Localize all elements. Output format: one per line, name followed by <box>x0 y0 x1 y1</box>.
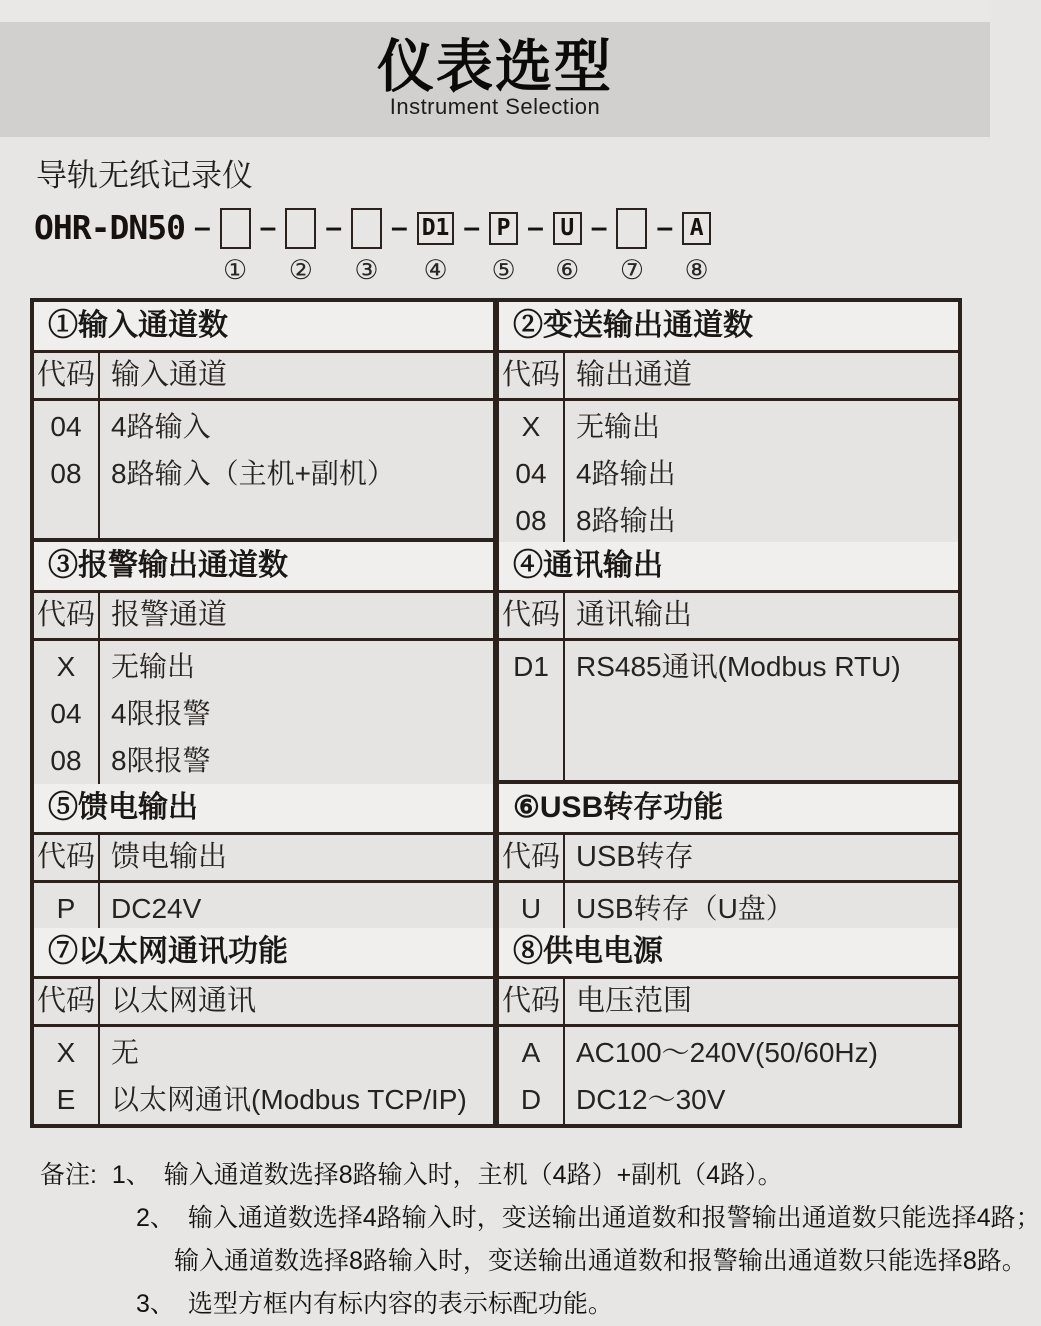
code-header-cell: 代码 <box>499 353 565 398</box>
code-cell: X <box>56 651 76 682</box>
section-body <box>499 1027 958 1124</box>
dash-separator: – <box>590 211 608 244</box>
position-number-5: ⑤ <box>491 255 516 285</box>
desc-cell: USB转存（U盘） <box>576 893 794 924</box>
section-body <box>34 401 493 538</box>
desc-header-cell: 输出通道 <box>576 359 693 391</box>
section-header-row <box>499 353 958 401</box>
code-header-cell: 代码 <box>499 593 565 638</box>
section-body <box>499 641 958 780</box>
code-cell: E <box>56 1084 76 1115</box>
box-slot <box>682 205 711 251</box>
section-header-row <box>499 979 958 1027</box>
dash-separator: – <box>325 211 343 244</box>
model-box-1 <box>220 208 251 249</box>
dash-separator: – <box>259 211 277 244</box>
code-header-cell: 代码 <box>34 979 100 1024</box>
section-title: ④通讯输出 <box>499 542 958 593</box>
desc-cell: 8路输入（主机+副机） <box>111 458 395 489</box>
section-body <box>34 883 493 932</box>
desc-header-cell: 输入通道 <box>111 359 228 391</box>
box-slot <box>285 205 316 251</box>
section-title: ①输入通道数 <box>34 302 493 353</box>
section-header-row <box>499 835 958 883</box>
section-header-row <box>34 593 493 641</box>
section-title: ⑧供电电源 <box>499 928 958 979</box>
position-number-3: ③ <box>354 255 379 285</box>
desc-column <box>100 883 493 932</box>
code-column <box>34 1027 100 1124</box>
dash-separator: – <box>463 211 481 244</box>
desc-cell: 以太网通讯(Modbus TCP/IP) <box>111 1084 467 1115</box>
dash-separator: – <box>656 211 674 244</box>
notes <box>40 1154 1041 1326</box>
position-number-6: ⑥ <box>555 255 580 285</box>
code-cell: 08 <box>50 458 82 489</box>
page-header <box>0 22 990 137</box>
desc-header-cell: 电压范围 <box>576 985 693 1017</box>
model-box-4: D1 <box>417 212 455 245</box>
desc-header-cell: 报警通道 <box>111 599 228 631</box>
code-header-cell: 代码 <box>499 979 565 1024</box>
desc-column <box>100 401 493 538</box>
desc-column <box>565 401 958 544</box>
model-segment-1 <box>220 205 251 285</box>
section-title: ③报警输出通道数 <box>34 542 493 593</box>
code-cell: 04 <box>515 458 547 489</box>
code-cell: X <box>521 411 541 442</box>
model-box-5: P <box>489 212 518 245</box>
box-slot <box>351 205 382 251</box>
notes-label: 备注: <box>40 1161 97 1189</box>
section-usb-transfer <box>496 784 958 928</box>
note-1 <box>40 1154 962 1197</box>
code-column <box>499 401 565 544</box>
model-box-3 <box>351 208 382 249</box>
desc-header-cell: USB转存 <box>576 841 694 873</box>
model-code-line <box>34 205 962 285</box>
model-segment-2 <box>285 205 316 285</box>
content <box>0 150 1041 1326</box>
position-number-7: ⑦ <box>619 255 645 285</box>
page-title: 仪表选型 <box>377 35 613 99</box>
section-communication-output <box>496 542 958 784</box>
box-slot <box>417 205 455 251</box>
code-cell: U <box>520 893 542 924</box>
desc-cell: 8限报警 <box>111 745 211 776</box>
note-2-continued <box>40 1240 1027 1283</box>
code-cell: 08 <box>50 745 82 776</box>
desc-column <box>100 1027 493 1124</box>
dash-separator: – <box>527 211 544 244</box>
code-column <box>499 1027 565 1124</box>
code-cell: 04 <box>50 698 82 729</box>
code-cell: P <box>56 893 76 924</box>
desc-column <box>100 641 493 784</box>
note-number: 1、 <box>111 1161 151 1189</box>
model-segment-3 <box>351 205 382 285</box>
desc-cell: 4限报警 <box>111 698 211 729</box>
section-body <box>34 1027 493 1124</box>
note-3 <box>40 1283 962 1326</box>
desc-cell: 无输出 <box>111 651 196 682</box>
desc-cell: AC100～240V(50/60Hz) <box>576 1037 878 1068</box>
code-column <box>499 883 565 932</box>
position-number-4: ④ <box>423 255 448 285</box>
desc-cell: 4路输入 <box>111 411 211 442</box>
section-title: ⑦以太网通讯功能 <box>34 928 493 979</box>
desc-column <box>565 883 958 932</box>
box-slot <box>489 205 518 251</box>
code-column <box>34 401 100 538</box>
code-column <box>499 641 565 780</box>
page-subtitle: Instrument Selection <box>389 94 601 119</box>
desc-cell: RS485通讯(Modbus RTU) <box>576 651 901 682</box>
note-text: 选型方框内有标内容的表示标配功能。 <box>187 1290 613 1318</box>
model-segment-8 <box>682 205 711 285</box>
section-body <box>499 401 958 544</box>
code-cell: 08 <box>515 505 547 536</box>
section-alarm-output-channels <box>34 542 496 784</box>
code-cell: X <box>56 1037 76 1068</box>
position-number-1: ① <box>223 255 248 285</box>
desc-cell: 无 <box>111 1037 140 1068</box>
desc-column <box>565 641 958 780</box>
section-feed-power-output <box>34 784 496 928</box>
model-box-7 <box>616 208 647 249</box>
product-name: 导轨无纸记录仪 <box>36 158 253 193</box>
code-cell: D <box>520 1084 542 1115</box>
box-slot <box>220 205 251 251</box>
section-transmit-output-channels <box>496 302 958 542</box>
desc-cell: 无输出 <box>576 411 661 442</box>
note-number: 3、 <box>136 1290 175 1318</box>
desc-header-cell: 以太网通讯 <box>111 985 257 1017</box>
model-prefix: OHR-DN50 <box>34 208 185 247</box>
model-box-2 <box>285 208 316 249</box>
desc-header-cell: 馈电输出 <box>111 841 228 873</box>
code-cell: 04 <box>50 411 82 442</box>
section-power-supply <box>496 928 958 1124</box>
code-header-cell: 代码 <box>34 835 100 880</box>
position-number-2: ② <box>288 255 313 285</box>
code-cell: D1 <box>513 651 549 682</box>
desc-cell: DC24V <box>111 893 202 924</box>
code-header-cell: 代码 <box>34 353 100 398</box>
code-cell: A <box>521 1037 541 1068</box>
code-column <box>34 641 100 784</box>
section-input-channels <box>34 302 496 542</box>
desc-header-cell: 通讯输出 <box>576 599 693 631</box>
code-column <box>34 883 100 932</box>
code-header-cell: 代码 <box>34 593 100 638</box>
section-title: ⑥USB转存功能 <box>499 784 958 835</box>
note-number: 2、 <box>136 1204 175 1232</box>
top-strip <box>0 0 990 22</box>
box-slot <box>553 205 582 251</box>
section-header-row <box>34 835 493 883</box>
model-box-8: A <box>682 212 711 245</box>
dash-separator: – <box>193 211 211 244</box>
section-header-row <box>499 593 958 641</box>
code-header-cell: 代码 <box>499 835 565 880</box>
desc-column <box>565 1027 958 1124</box>
model-segment-4 <box>417 205 455 285</box>
section-header-row <box>34 979 493 1027</box>
section-title: ⑤馈电输出 <box>34 784 493 835</box>
section-header-row <box>34 353 493 401</box>
desc-cell: 8路输出 <box>576 505 676 536</box>
section-body <box>499 883 958 932</box>
note-text: 输入通道数选择4路输入时，变送输出通道数和报警输出通道数只能选择4路； <box>187 1204 1041 1232</box>
desc-cell: 4路输出 <box>576 458 676 489</box>
model-segment-7 <box>616 205 647 285</box>
model-box-6: U <box>553 212 582 245</box>
note-2 <box>40 1197 1041 1240</box>
section-ethernet-communication <box>34 928 496 1124</box>
note-text: 输入通道数选择8路输入时，主机（4路）+副机（4路）。 <box>163 1161 783 1189</box>
section-title: ②变送输出通道数 <box>499 302 958 353</box>
position-number-8: ⑧ <box>684 255 709 285</box>
selection-table <box>30 298 962 1128</box>
note-text: 输入通道数选择8路输入时，变送输出通道数和报警输出通道数只能选择8路。 <box>174 1247 1027 1275</box>
section-body <box>34 641 493 784</box>
box-slot <box>616 205 647 251</box>
desc-cell: DC12～30V <box>576 1084 726 1115</box>
model-segment-6 <box>553 205 582 285</box>
model-segment-5 <box>489 205 518 285</box>
dash-separator: – <box>391 211 408 244</box>
